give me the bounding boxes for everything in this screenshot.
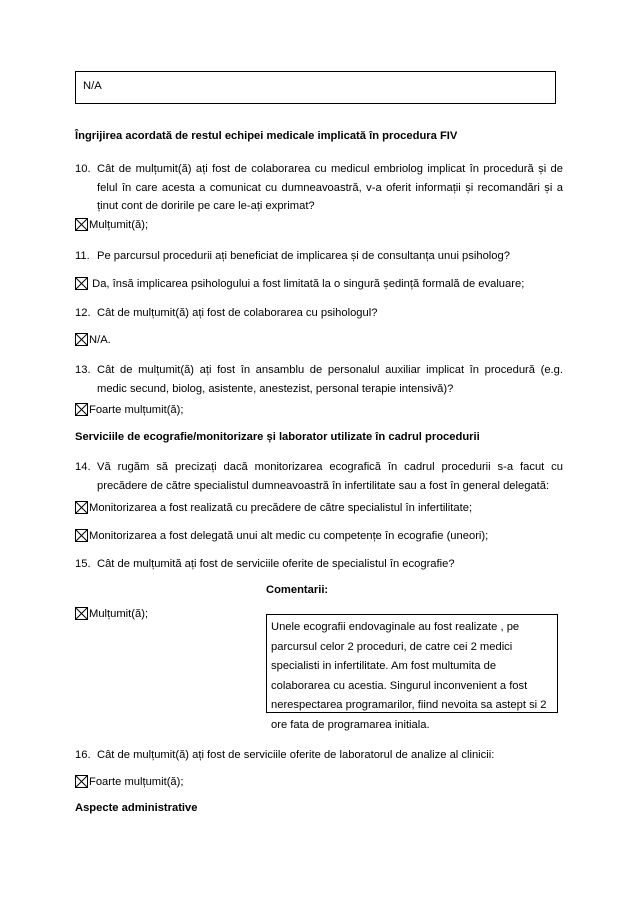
checked-box-icon	[75, 333, 88, 346]
question-12	[75, 304, 563, 323]
answer-text: Foarte mulțumit(ă);	[89, 776, 184, 788]
question-number: 10.	[75, 163, 91, 175]
question-text: Cât de mulțumit(ă) ați fost în ansamblu de personalul auxiliar implicat în procedură (e.g. medic secund, biolog, asistente, anestezist, personal terapie intensivă)?	[97, 364, 563, 395]
checked-box-icon	[75, 529, 88, 542]
question-text: Cât de mulțumit(ă) ați fost de colaborarea cu medicul embriolog implicat în procedură și de felul în care acesta a comunicat cu dumneavoastră, v-a oferit informații și recomandări și a ținut cont de doririle pe care le-ați exprimat?	[97, 163, 563, 212]
question-number: 11.	[75, 250, 90, 262]
answer-text: Foarte mulțumit(ă);	[89, 404, 184, 416]
comment-box: Unele ecografii endovaginale au fost realizate , pe parcursul celor 2 proceduri, de catre cei 2 medici specialisti in infertilitate. Am fost multumita de colaborarea cu acestia. Singurul inconvenient a fost nerespectarea programarilor, fiind nevoita sa astept si 2 ore fata de programarea initiala.	[266, 614, 558, 713]
answer-text: Monitorizarea a fost realizată cu precădere de către specialistul în infertilitate;	[89, 502, 473, 514]
question-number: 15.	[75, 558, 91, 570]
checked-box-icon	[75, 218, 88, 231]
question-13	[75, 361, 563, 398]
question-text: Pe parcursul procedurii ați beneficiat de implicarea și de consultanța unui psiholog?	[97, 250, 510, 262]
answer-text: Da, însă implicarea psihologului a fost limitată la o singură ședință formală de evaluare;	[89, 278, 525, 290]
section-title-ultrasound-lab: Serviciile de ecografie/monitorizare și laborator utilizate în cadrul procedurii	[75, 431, 480, 443]
checked-box-icon	[75, 277, 88, 290]
checked-box-icon	[75, 775, 88, 788]
comments-label: Comentarii:	[266, 584, 329, 596]
checked-box-icon	[75, 501, 88, 514]
answer-text: N/A.	[89, 334, 111, 346]
question-16	[75, 746, 563, 765]
answer-text: Mulțumit(ă);	[89, 608, 149, 620]
checked-box-icon	[75, 607, 88, 620]
question-text: Vă rugăm să precizați dacă monitorizarea ecografică în cadrul procedurii s-a facut cu precădere de către specialistul dumneavoastră în infertilitate sau a fost în general delegată:	[97, 461, 563, 492]
previous-answer-box	[75, 71, 556, 104]
question-text: Cât de mulțumită ați fost de serviciile oferite de specialistul în ecografie?	[97, 558, 455, 570]
question-number: 16.	[75, 749, 91, 761]
question-number: 13.	[75, 364, 91, 376]
answer-text: Monitorizarea a fost delegată unui alt medic cu competențe în ecografie (uneori);	[89, 530, 489, 542]
question-text: Cât de mulțumit(ă) ați fost de serviciile oferite de laboratorul de analize al clinicii:	[97, 749, 495, 761]
previous-answer-text: N/A	[83, 80, 102, 92]
question-number: 12.	[75, 307, 91, 319]
section-title-administrative: Aspecte administrative	[75, 802, 198, 814]
question-14	[75, 458, 563, 495]
question-10	[75, 160, 563, 216]
section-title-medical-team: Îngrijirea acordată de restul echipei medicale implicată în procedura FIV	[75, 130, 458, 142]
question-number: 14.	[75, 461, 91, 473]
question-15	[75, 555, 563, 574]
question-text: Cât de mulțumit(ă) ați fost de colaborarea cu psihologul?	[97, 307, 378, 319]
checked-box-icon	[75, 403, 88, 416]
answer-text: Mulțumit(ă);	[89, 219, 149, 231]
question-11	[75, 247, 563, 266]
